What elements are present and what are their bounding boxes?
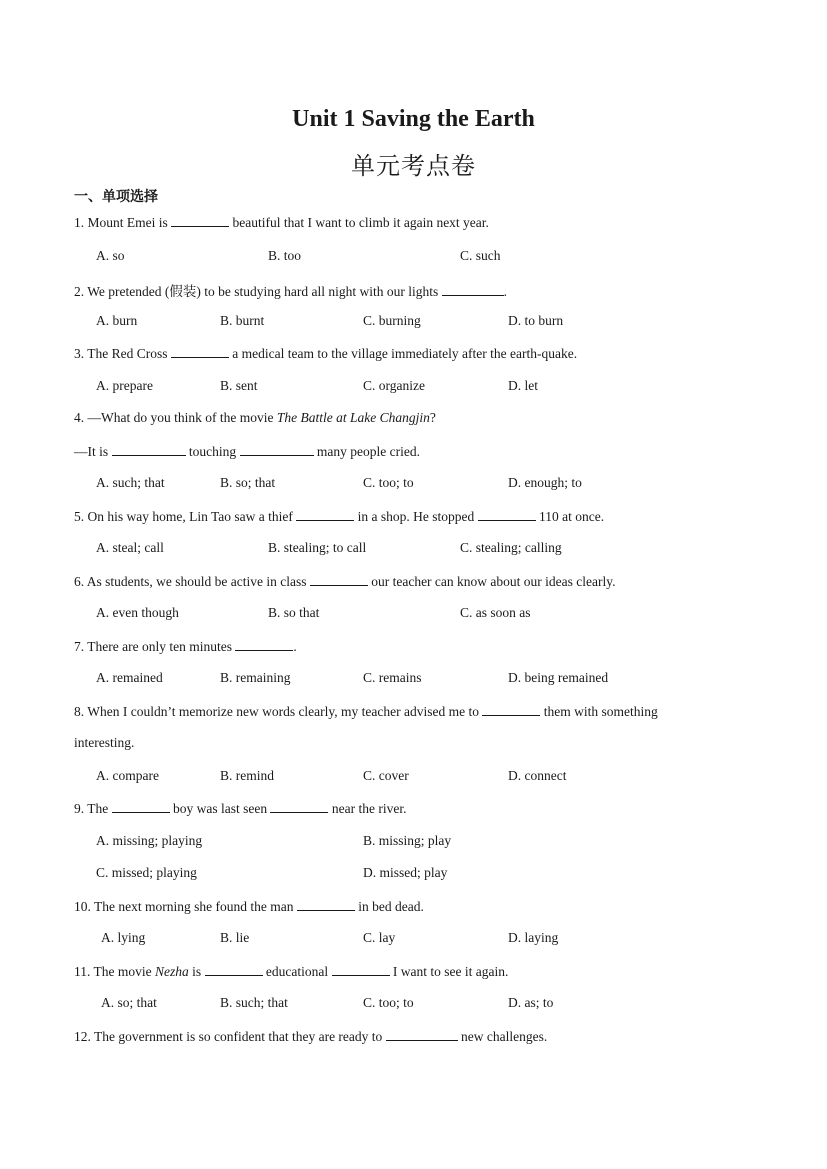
option-c: C. missed; playing [96,865,197,880]
option-b: B. sent [220,378,258,393]
option-a: A. so [96,248,125,263]
option-a: A. compare [96,768,159,783]
option-d: D. to burn [508,313,564,328]
question-8: 8. When I couldn’t memorize new words clearly, my teacher advised me to them with something [74,704,658,719]
option-b: B. remind [220,768,274,783]
option-d: D. missed; play [363,865,448,880]
option-d: D. being remained [508,670,609,685]
question-5: 5. On his way home, Lin Tao saw a thief in a shop. He stopped 110 at once. [74,509,605,524]
page-subtitle: 单元考点卷 [351,152,476,180]
option-c: C. stealing; calling [460,540,562,555]
answer-blank [112,443,186,456]
answer-blank [235,638,293,651]
option-c: C. too; to [363,475,414,490]
option-a: A. lying [101,930,146,945]
option-a: A. missing; playing [96,833,203,848]
answer-blank [296,508,354,521]
option-b: B. lie [220,930,250,945]
option-d: D. as; to [508,995,554,1010]
option-a: A. remained [96,670,163,685]
option-c: C. organize [363,378,425,393]
answer-blank [297,898,355,911]
answer-blank [310,573,368,586]
answer-blank [205,963,263,976]
option-a: A. so; that [101,995,157,1010]
section-heading: 一、单项选择 [74,189,158,205]
option-c: C. as soon as [460,605,531,620]
question-2: 2. We pretended (假装) to be studying hard all night with our lights . [74,284,507,299]
movie-title: Nezha [155,964,189,979]
answer-blank [112,800,170,813]
option-b: B. stealing; to call [268,540,367,555]
answer-blank [270,800,328,813]
option-a: A. steal; call [96,540,164,555]
question-12: 12. The government is so confident that they are ready to new challenges. [74,1029,548,1044]
answer-blank [478,508,536,521]
question-6: 6. As students, we should be active in class our teacher can know about our ideas clearly. [74,574,616,589]
option-b: B. such; that [220,995,288,1010]
answer-blank [482,703,540,716]
question-4: 4. —What do you think of the movie The Battle at Lake Changjin? [74,410,436,425]
option-d: D. enough; to [508,475,582,490]
option-c: C. such [460,248,501,263]
answer-blank [386,1028,458,1041]
option-c: C. burning [363,313,421,328]
page-title: Unit 1 Saving the Earth [292,106,535,132]
answer-blank [171,345,229,358]
option-a: A. prepare [96,378,153,393]
option-b: B. missing; play [363,833,452,848]
question-4-response: —It is touching many people cried. [74,444,420,459]
question-8-continued: interesting. [74,735,135,750]
question-1: 1. Mount Emei is beautiful that I want to climb it again next year. [74,215,489,230]
question-7: 7. There are only ten minutes . [74,639,297,654]
option-c: C. remains [363,670,422,685]
question-11: 11. The movie Nezha is educational I want to see it again. [74,964,509,979]
answer-blank [332,963,390,976]
question-9: 9. The boy was last seen near the river. [74,801,407,816]
option-b: B. too [268,248,302,263]
option-d: D. connect [508,768,567,783]
option-d: D. let [508,378,538,393]
answer-blank [171,214,229,227]
option-c: C. too; to [363,995,414,1010]
option-a: A. even though [96,605,179,620]
option-b: B. so; that [220,475,276,490]
movie-title: The Battle at Lake Changjin [276,410,430,425]
answer-blank [442,283,504,296]
answer-blank [240,443,314,456]
option-a: A. such; that [96,475,165,490]
option-b: B. remaining [220,670,291,685]
option-c: C. cover [363,768,409,783]
option-b: B. so that [268,605,320,620]
option-b: B. burnt [220,313,265,328]
option-c: C. lay [363,930,396,945]
option-a: A. burn [96,313,138,328]
question-10: 10. The next morning she found the man in bed dead. [74,899,424,914]
option-d: D. laying [508,930,559,945]
question-3: 3. The Red Cross a medical team to the village immediately after the earth-quake. [74,346,578,361]
